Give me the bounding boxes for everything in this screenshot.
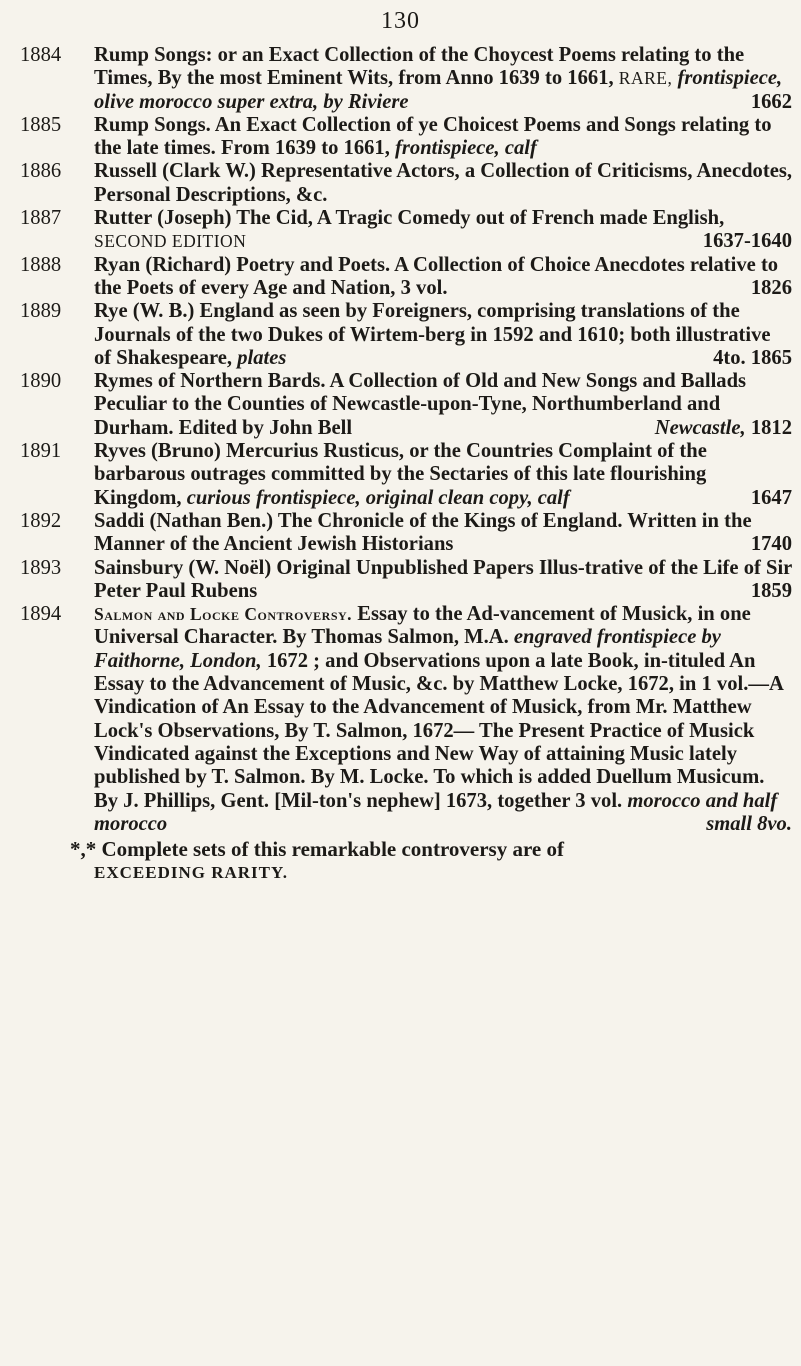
catalogue-entry <box>20 300 792 370</box>
entry-year: 1812 <box>750 416 792 439</box>
lot-number: 1893 <box>20 556 62 579</box>
lot-number: 1889 <box>20 300 62 323</box>
entry-note: frontispiece, olive morocco super extra, by Riviere <box>94 67 783 113</box>
footnote <box>20 838 792 885</box>
entry-text: Ryan (Richard) Poetry and Poets. A Collection of Choice Anecdotes relative to the Poets of every Age and Nation, 3 vol. <box>94 253 779 299</box>
entry-note: Newcastle, <box>654 416 746 439</box>
entry-note: engraved frontispiece by Faithorne, London, <box>94 626 721 672</box>
catalogue-entry <box>20 160 792 207</box>
entry-text: Ryves (Bruno) Mercurius Rusticus, or the Countries Complaint of the barbarous outrages committed by the Sectaries of this late flourishing Kingdom, <box>94 440 707 509</box>
lot-number: 1894 <box>20 603 62 626</box>
entry-date: 1826 <box>750 276 792 299</box>
entry-text: Russell (Clark W.) Representative Actors, a Collection of Criticisms, Anecdotes, Personal Descriptions, &c. <box>94 160 793 206</box>
footnote-caps: EXCEEDING RARITY. <box>94 863 288 883</box>
entry-text: Rump Songs. An Exact Collection of ye Choicest Poems and Songs relating to the late times. From 1639 to 1661, <box>94 113 772 160</box>
entry-date <box>655 417 792 440</box>
lot-number: 1885 <box>20 113 62 136</box>
page-number: 130 <box>381 8 420 34</box>
entry-date: 1637-1640 <box>702 230 792 253</box>
entry-note-binding: morocco and half morocco <box>94 789 778 835</box>
lot-number: 1886 <box>20 160 62 183</box>
catalogue-entry <box>20 557 792 604</box>
entry-date: 4to. 1865 <box>713 346 792 369</box>
entry-list <box>20 44 792 885</box>
lot-number: 1890 <box>20 370 62 393</box>
lot-number: 1888 <box>20 253 62 276</box>
catalogue-entry <box>20 440 792 510</box>
catalogue-entry <box>20 207 792 254</box>
entry-text: Rump Songs: or an Exact Collection of the Choycest Poems relating to the Times, By the most Eminent Wits, from Anno 1639 to 1661, <box>94 44 745 90</box>
catalogue-entry <box>20 510 792 557</box>
lot-number: 1887 <box>20 207 62 230</box>
entry-date: 1662 <box>750 90 792 113</box>
catalogue-entry <box>20 370 792 440</box>
entry-format: small 8vo. <box>706 812 792 835</box>
entry-text: Rutter (Joseph) The Cid, A Tragic Comedy out of French made English, <box>94 207 725 230</box>
entry-note: plates <box>237 346 287 369</box>
footnote-mark: *,* <box>70 837 97 862</box>
catalogue-entry <box>20 254 792 301</box>
footnote-text: Complete sets of this remarkable controversy are of <box>101 837 564 862</box>
catalogue-entry <box>20 44 792 114</box>
entry-caps: RARE, <box>618 68 673 89</box>
entry-text: Saddi (Nathan Ben.) The Chronicle of the Kings of England. Written in the Manner of the Ancient Jewish Historians <box>94 509 752 556</box>
catalogue-entry <box>20 603 792 836</box>
entry-caps-lead: Salmon and Locke Controversy. <box>94 604 353 625</box>
lot-number: 1892 <box>20 509 62 532</box>
entry-text-continued: 1672 ; and Observations upon a late Book, in-tituled An Essay to the Advancement of Music, &c. by Matthew Locke, 1672, in 1 vol.—A Vindication of An Essay to the Advancement of Musick, from Mr. Matthew Lock's Observations, By T. Salmon, 1672— The Present Practice of Musick Vindicated against the Exceptions and New Way of attaining Music lately published by T. Salmon. By M. Locke. To which is added Duellum Musicum. By J. Phillips, Gent. [Mil-ton's nephew] 1673, together 3 vol. <box>94 649 783 812</box>
entry-date: 1859 <box>750 579 792 602</box>
entry-caps: SECOND EDITION <box>94 231 247 252</box>
entry-text: Rye (W. B.) England as seen by Foreigners, comprising translations of the Journals of the two Dukes of Wirtem-berg in 1592 and 1610; both illustrative of Shakespeare, <box>94 300 771 369</box>
entry-note: curious frontispiece, original clean copy, calf <box>186 486 570 509</box>
entry-text: Sainsbury (W. Noël) Original Unpublished Papers Illus-trative of the Life of Sir Peter Paul Rubens <box>94 556 792 602</box>
entry-date: 1740 <box>750 533 792 556</box>
entry-note: frontispiece, calf <box>395 137 537 160</box>
catalogue-entry <box>20 114 792 161</box>
entry-date: 1647 <box>750 486 792 509</box>
entry-text: Essay to the Ad-vancement of Musick, in one Universal Character. By Thomas Salmon, M.A. <box>94 603 751 649</box>
lot-number: 1891 <box>20 440 62 463</box>
entry-text: Rymes of Northern Bards. A Collection of Old and New Songs and Ballads Peculiar to the Counties of Newcastle-upon-Tyne, Northumberland and Durham. Edited by John Bell <box>94 370 747 439</box>
lot-number: 1884 <box>20 44 62 66</box>
